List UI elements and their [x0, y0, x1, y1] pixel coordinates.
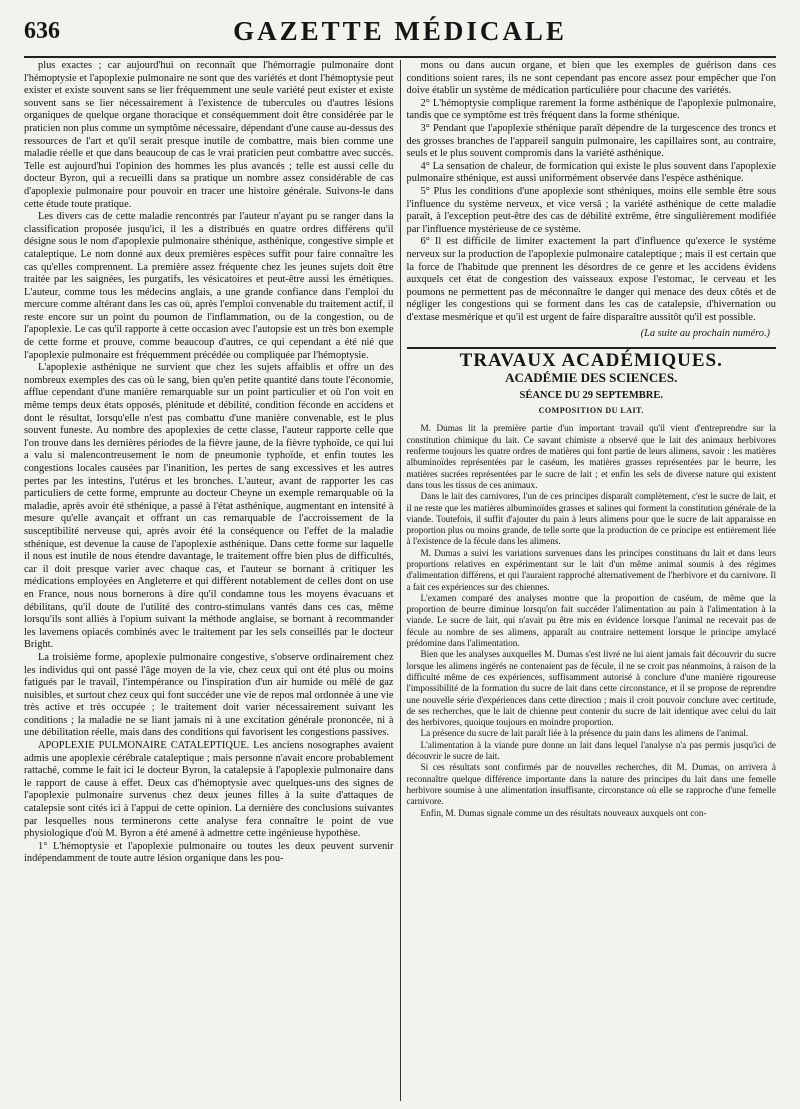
paragraph: 4° La sensation de chaleur, de formication qui existe le plus souvent dans l'apoplexie pulmonaire sthénique, est aussi uniformément observée dans l'espèce asthénique.	[406, 160, 776, 185]
columns	[24, 60, 776, 1101]
paragraph: Bien que les analyses auxquelles M. Dumas s'est livré ne lui aient jamais fait découvrir du sucre lorsque les alimens ingérés ne contenaient pas de fécule, il ne se croit pas néanmoins, à raison de la difficulté même de ces expériences, suffisamment autorisé à conclure d'une manière rigoureuse l'impossibilité de la formation du sucre de lait dans cette circonstance, et il se propose de reprendre une nouvelle série d'expériences dans cette direction ; mais il croit pouvoir conclure avec certitude, de ses recherches, que le lait de chienne peut contenir du sucre de lait identique avec celui du lait des herbivores, quoique toujours en moindre proportion.	[406, 649, 776, 728]
page-header	[24, 14, 776, 54]
paragraph: Dans le lait des carnivores, l'un de ces principes disparaît complètement, c'est le sucre de lait, et il ne reste que les matières albuminoïdes grasses et salines qui forment la constitution générale de la viande. Toutefois, il suffit d'ajouter du pain à leurs alimens pour que le sucre de lait apparaisse en proportion plus ou moins grande, de telle sorte que la production de ce principe est entièrement liée à l'existence de la fécule dans les alimens.	[406, 491, 776, 547]
paragraph: APOPLEXIE PULMONAIRE CATALEPTIQUE. Les anciens nosographes avaient admis une apoplexie cérébrale cataleptique ; mais personne n'avait encore probablement rattaché, comme le fait ici le docteur Byron, la catalepsie à l'apoplexie pulmonaire dans le rapport de cause à effet. Deux cas d'hémoptysie avec quelques-uns des signes de l'apoplexie pulmonaire survenus chez deux jeunes filles à la suite d'attaques de catalepsie sont cités ici à l'appui de cette opinion. La dernière des conclusions suivantes par lesquelles nous terminerons cette analyse fera connaître le point de vue physiologique d'où M. Byron a été amené à admettre cette ingénieuse hypothèse.	[24, 740, 394, 840]
topic-title: COMPOSITION DU LAIT.	[538, 405, 644, 415]
paragraph: mons ou dans aucun organe, et bien que les exemples de guérison dans ces conditions soient rares, ils ne sont cependant pas encore assez pour empêcher que l'on doive établir un système de médication particulière pour chacune des variétés.	[406, 60, 776, 97]
paragraph: 3° Pendant que l'apoplexie sthénique paraît dépendre de la turgescence des troncs et des grosses branches de l'appareil sanguin pulmonaire, les capillaires sont, au contraire, seuls et le plus souvent compromis dans la variété asthénique.	[406, 122, 776, 160]
paragraph: plus exactes ; car aujourd'hui on reconnaît que l'hémorragie pulmonaire dont l'hémoptysie et l'apoplexie pulmonaire ne sont que des variétés et dont l'hémoptysie peut exister et existe souvent sans se lier fréquemment une seule variété peut exister et existe souvent sans se lier nécessairement à l'existence de tubercules ou d'autres lésions organiques de quelque organe thoracique et conséquemment doit être considérée par le praticien non plus comme un symptôme nécessaire, dépendant d'une cause au-dessus des ressources de l'art et qu'il serait presque inutile de combattre, mais bien comme une maladie réelle et que dans beaucoup de cas le vrai praticien peut combattre avec succès. Telle est aujourd'hui l'opinion des hommes les plus avancés ; telle est aussi celle du docteur Byron, qui a recueilli dans sa pratique un nombre assez considérable de cas d'apoplexie pulmonaire pour pouvoir en tracer une histoire générale. Suivons-le dans cette étude toute pratique.	[24, 60, 394, 210]
paragraph: Si ces résultats sont confirmés par de nouvelles recherches, dit M. Dumas, on arrivera à reconnaître quelque différence importante dans la nature des principes du lait dans une femelle herbivore soumise à une alimentation insuffisante, circonstance où elle se rapproche d'une femelle carnivore.	[406, 762, 776, 807]
paragraph: L'alimentation à la viande pure donne un lait dans lequel l'analyse n'a pas permis jusqu'ici de découvrir le sucre de lait.	[406, 739, 776, 762]
paragraph: 2° L'hémoptysie complique rarement la forme asthénique de l'apoplexie pulmonaire, tandis que ce symptôme est très fréquent dans la forme sthénique.	[406, 97, 776, 122]
masthead-title: GAZETTE MÉDICALE	[233, 16, 567, 46]
paragraph: Les divers cas de cette maladie rencontrés par l'auteur n'ayant pu se ranger dans la classification proposée jusqu'ici, il les a distribués en quatre ordres différens qu'il désigne sous le nom d'apoplexie pulmonaire sthénique, asthénique, congestive simple et cataleptique. Le nom donné aux deux premières espèces suffit pour faire connaître les cas qu'elles comprennent. La première assez fréquente chez les jeunes sujets doit être traitée par les saignées, les purgatifs, les vésicatoires et peut-être aussi les émétiques. L'auteur, comme tous les médecins anglais, a une grande confiance dans l'emploi du mercure comme altérant dans les cas où, après l'emploi convenable du traitement actif, il reste encore sur un point du poumon de l'inflammation, ou de la congestion, ou de l'apoplexie. Le cas qu'il rapporte à cette occasion avec l'autopsie est un très bon exemple de cette forme et prouve, comme beaucoup d'autres, ce qui cependant a été nié que l'apoplexie pulmonaire est fréquemment précédée ou compliquée par l'hémoptysie.	[24, 211, 394, 361]
paragraph: L'apoplexie asthénique ne survient que chez les sujets affaiblis et offre un des nombreux exemples des cas où le sang, bien qu'en petite quantité dans toute l'économie, afflue cependant d'une manière remarquable sur un point particulier et où l'on voit en même temps deux états opposés, plénitude et débilité, condition féconde en accidens et dont le résultat, lorsqu'elle n'est pas combattu d'une manière convenable, est le plus souvent funeste. Au nombre des apoplexies de cette classe, l'auteur rapporte celle que l'on trouve dans les dernières périodes de la fièvre jaune, de la fièvre typhoïde, ce qui lui a valu si malencontreusement le nom de pneumonie typhoïde, et enfin toutes les congestions locales causées par l'inanition, les pertes de sang excessives et les autres pertes par les intestins, l'utérus et les bronches. L'auteur, avant de rapporter les cas particuliers de cette forme, emprunte au docteur Cheyne un exemple remarquable où la maladie, après avoir été sthénique, a passé à l'état asthénique, augmentant en intensité à mesure qu'elle avançait et offrant un cas remarquable de l'accroissement de la susceptibilité nerveuse qui, après avoir été la conséquence ou l'effet de la maladie sthénique, est devenue la cause de l'apoplexie asthénique. Dans cette forme sur laquelle il nous est inutile de nous étendre davantage, le traitement offre bien plus de difficultés, car il doit presque varier avec chaque cas, et l'auteur se bornant à critiquer les médications employées en Angleterre et qui diffèrent notablement de celles dont on use en France, nous nous bornerons à dire qu'il condamne tous les moyens évacuans et débilitans, qu'il doute de l'utilité des contro-stimulans vantés dans ces cas, même lorsqu'ils sont alliés à l'opium suivant la méthode anglaise, se bornant à recommander les lavemens opiacés combinés avec le traitement par les sels conseillés par le docteur Bright.	[24, 362, 394, 651]
paragraph: 6° Il est difficile de limiter exactement la part d'influence qu'exerce le système nerveux sur la production de l'apoplexie pulmonaire cataleptique ; mais il est certain que la force de l'habitude que prennent les désordres de ce genre et les accidens évidens auxquels cet état de congestion des vaisseaux expose l'estomac, le cerveau et les poumons ne permettent pas de méconnaître le danger qui menace des deux côtés et de négliger les congestions qui se forment dans les cas de catalepsie, d'hivernation ou d'extase mesmérique et qu'il est urgent de faire disparaître aussitôt qu'il est possible.	[406, 236, 776, 323]
paragraph: 5° Plus les conditions d'une apoplexie sont sthéniques, moins elle semble être sous l'influence du système nerveux, et vice versâ ; la variété asthénique de cette maladie paraît, à l'exception peut-être des cas de débilité extrême, être singulièrement modifiée par l'influence mystérieuse de ce système.	[406, 185, 776, 235]
page-number: 636	[24, 18, 60, 44]
paragraph: Enfin, M. Dumas signale comme un des résultats nouveaux auxquels ont con-	[420, 807, 707, 818]
paragraph: La troisième forme, apoplexie pulmonaire congestive, s'observe ordinairement chez les individus qui ont passé l'âge moyen de la vie, chez ceux qui ont été plus ou moins fatigués par le travail, l'intempérance ou l'inspiration d'un air humide ou mêlé de gaz nuisibles, et surtout chez ceux qui font succéder une vie de repos mal ordonnée à une vie très active et très occupée ; le traitement doit varier nécessairement suivant les conditions ; la maladie ne se liant jamais ni à une excitation générale prononcée, ni à une débilitation réelle, mais dans des conditions qui favorisent les congestions passives.	[24, 651, 394, 739]
session-title: SÉANCE DU 29 SEPTEMBRE.	[519, 390, 664, 402]
academy-title: ACADÉMIE DES SCIENCES.	[505, 369, 678, 385]
academic-body	[407, 423, 777, 818]
left-column	[24, 60, 401, 1101]
section-title: TRAVAUX ACADÉMIQUES.	[459, 350, 723, 372]
continuation-note: (La suite au prochain numéro.)	[640, 328, 770, 340]
section-rule	[407, 347, 777, 349]
paragraph: M. Dumas a suivi les variations survenues dans les principes constituans du lait et dans leurs proportions relatives en expérimentant sur le lait d'un même animal soumis à des régimes d'alimentation différens, et qui l'auraient rapproché alternativement de l'herbivore et du carnivore. Il a fait ces expériences sur des chiennes.	[406, 547, 776, 592]
header-rule	[24, 56, 776, 58]
paragraph: 1° L'hémoptysie et l'apoplexie pulmonaire ou toutes les deux peuvent survenir indépendamment de toute autre lésion organique dans les pou-	[24, 840, 394, 865]
paragraph: La présence du sucre de lait paraît liée à la présence du pain dans les alimens de l'animal.	[420, 728, 749, 739]
paragraph: L'examen comparé des analyses montre que la proportion de caséum, de même que la proportion de beurre diminue lorsqu'on fait succéder l'alimentation au pain à l'alimentation à la viande. Le sucre de lait, qui n'avait pu être mis en évidence lorsque l'animal ne recevait pas de fécule au nombre de ses alimens, apparaît au contraire nettement lorsque le principe amylacé prédomine dans l'alimentation.	[406, 592, 776, 649]
paragraph: M. Dumas lit la première partie d'un important travail qu'il vient d'entreprendre sur la constitution chimique du lait. Ce savant chimiste a observé que le lait des animaux herbivores renferme toujours les quatre ordres de matières qui font partie de leurs alimens, savoir : les matières albuminoïdes représentées par le caséum, les matières grasses représentées par le beurre, les matières sucrées représentées par le sucre de lait ; et enfin les sels de diverse nature qui existent dans tous les tissus de ces animaux.	[406, 423, 776, 490]
right-column	[401, 60, 777, 1101]
